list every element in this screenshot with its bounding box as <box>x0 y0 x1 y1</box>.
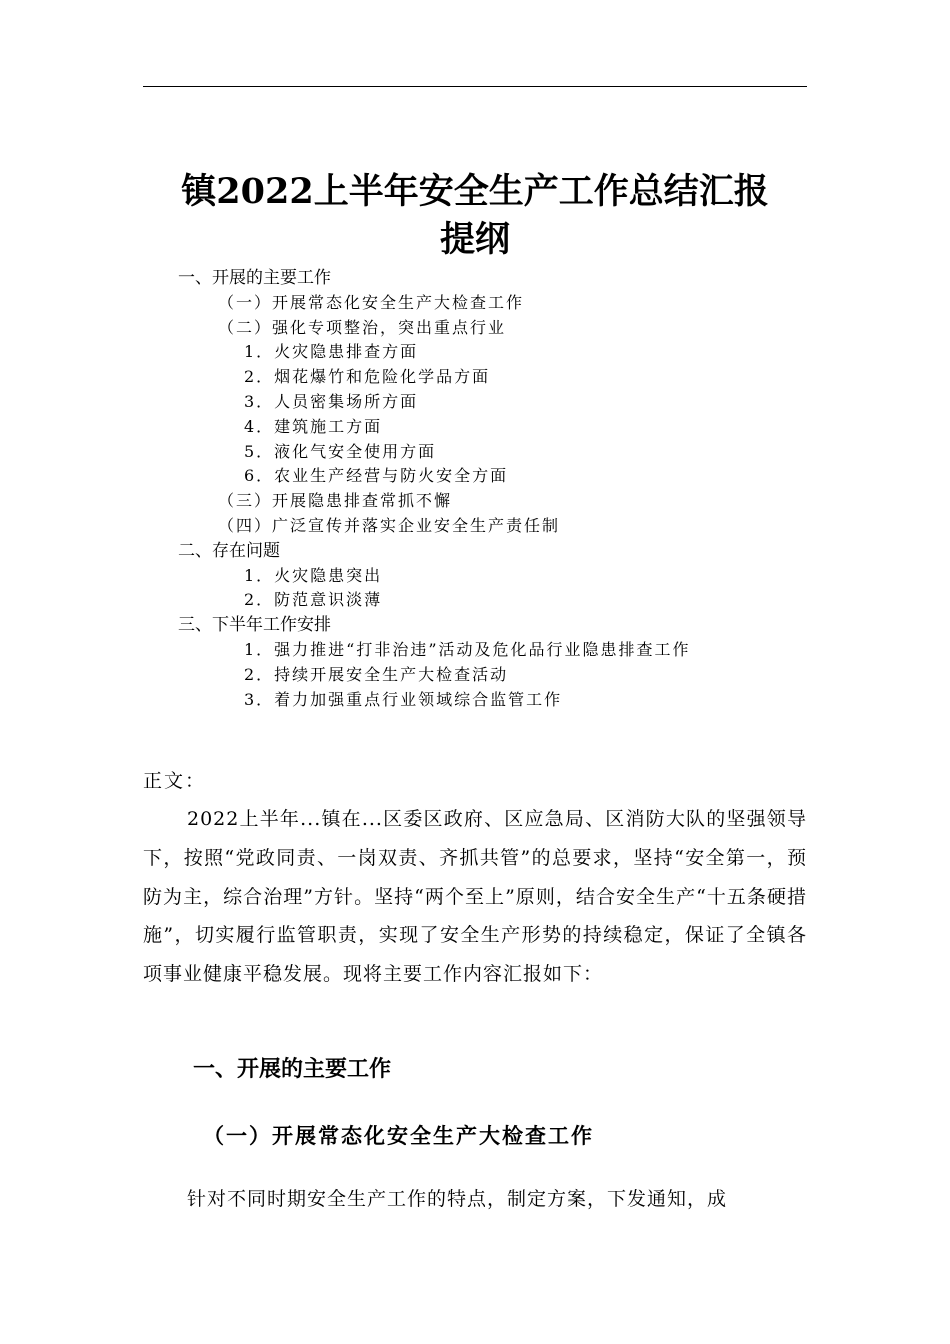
outline-item: 2．持续开展安全生产大检查活动 <box>244 664 509 684</box>
outline-item: 5．液化气安全使用方面 <box>244 441 437 461</box>
body-label: 正文： <box>143 770 207 792</box>
body-paragraph: 2022上半年...镇在...区委区政府、区应急局、区消防大队的坚强领导下，按照“党政同责、一岗双责、齐抓共管”的总要求，坚持“安全第一，预防为主，综合治理”方针。坚持“两个至上”原则，结合安全生产“十五条硬措施”，切实履行监管职责，实现了安全生产形势的持续稳定，保证了全镇各项事业健康平稳发展。现将主要工作内容汇报如下： <box>143 808 807 986</box>
outline-item: 二、存在问题 <box>178 540 280 561</box>
outline-item: 6．农业生产经营与防火安全方面 <box>244 466 509 486</box>
outline-item: 1．强力推进“打非治违”活动及危化品行业隐患排查工作 <box>244 640 691 659</box>
outline-item: 2．防范意识淡薄 <box>244 590 383 610</box>
document-title-line-2: 提纲 <box>439 219 510 260</box>
outline-item: 一、开展的主要工作 <box>178 268 331 288</box>
header-rule <box>143 86 807 87</box>
outline-item: 3．人员密集场所方面 <box>244 392 419 411</box>
outline-item: （一）开展常态化安全生产大检查工作 <box>218 292 525 312</box>
outline-item: 4．建筑施工方面 <box>244 416 383 436</box>
outline-item: 1．火灾隐患排查方面 <box>244 342 419 362</box>
outline-item: （三）开展隐患排查常抓不懈 <box>218 491 453 511</box>
outline-item: 三、下半年工作安排 <box>178 615 331 636</box>
subsection-heading: （一）开展常态化安全生产大检查工作 <box>203 1123 594 1148</box>
document-title-line-1: 镇2022上半年安全生产工作总结汇报 <box>181 171 769 212</box>
outline-item: （二）强化专项整治，突出重点行业 <box>218 317 507 337</box>
body-paragraph: 针对不同时期安全生产工作的特点，制定方案，下发通知，成 <box>187 1188 728 1210</box>
outline-item: （四）广泛宣传并落实企业安全生产责任制 <box>218 516 561 535</box>
outline-item: 2．烟花爆竹和危险化学品方面 <box>244 367 491 387</box>
outline-item: 3．着力加强重点行业领域综合监管工作 <box>244 689 563 709</box>
outline-item: 1．火灾隐患突出 <box>244 565 383 585</box>
section-heading: 一、开展的主要工作 <box>193 1057 392 1082</box>
